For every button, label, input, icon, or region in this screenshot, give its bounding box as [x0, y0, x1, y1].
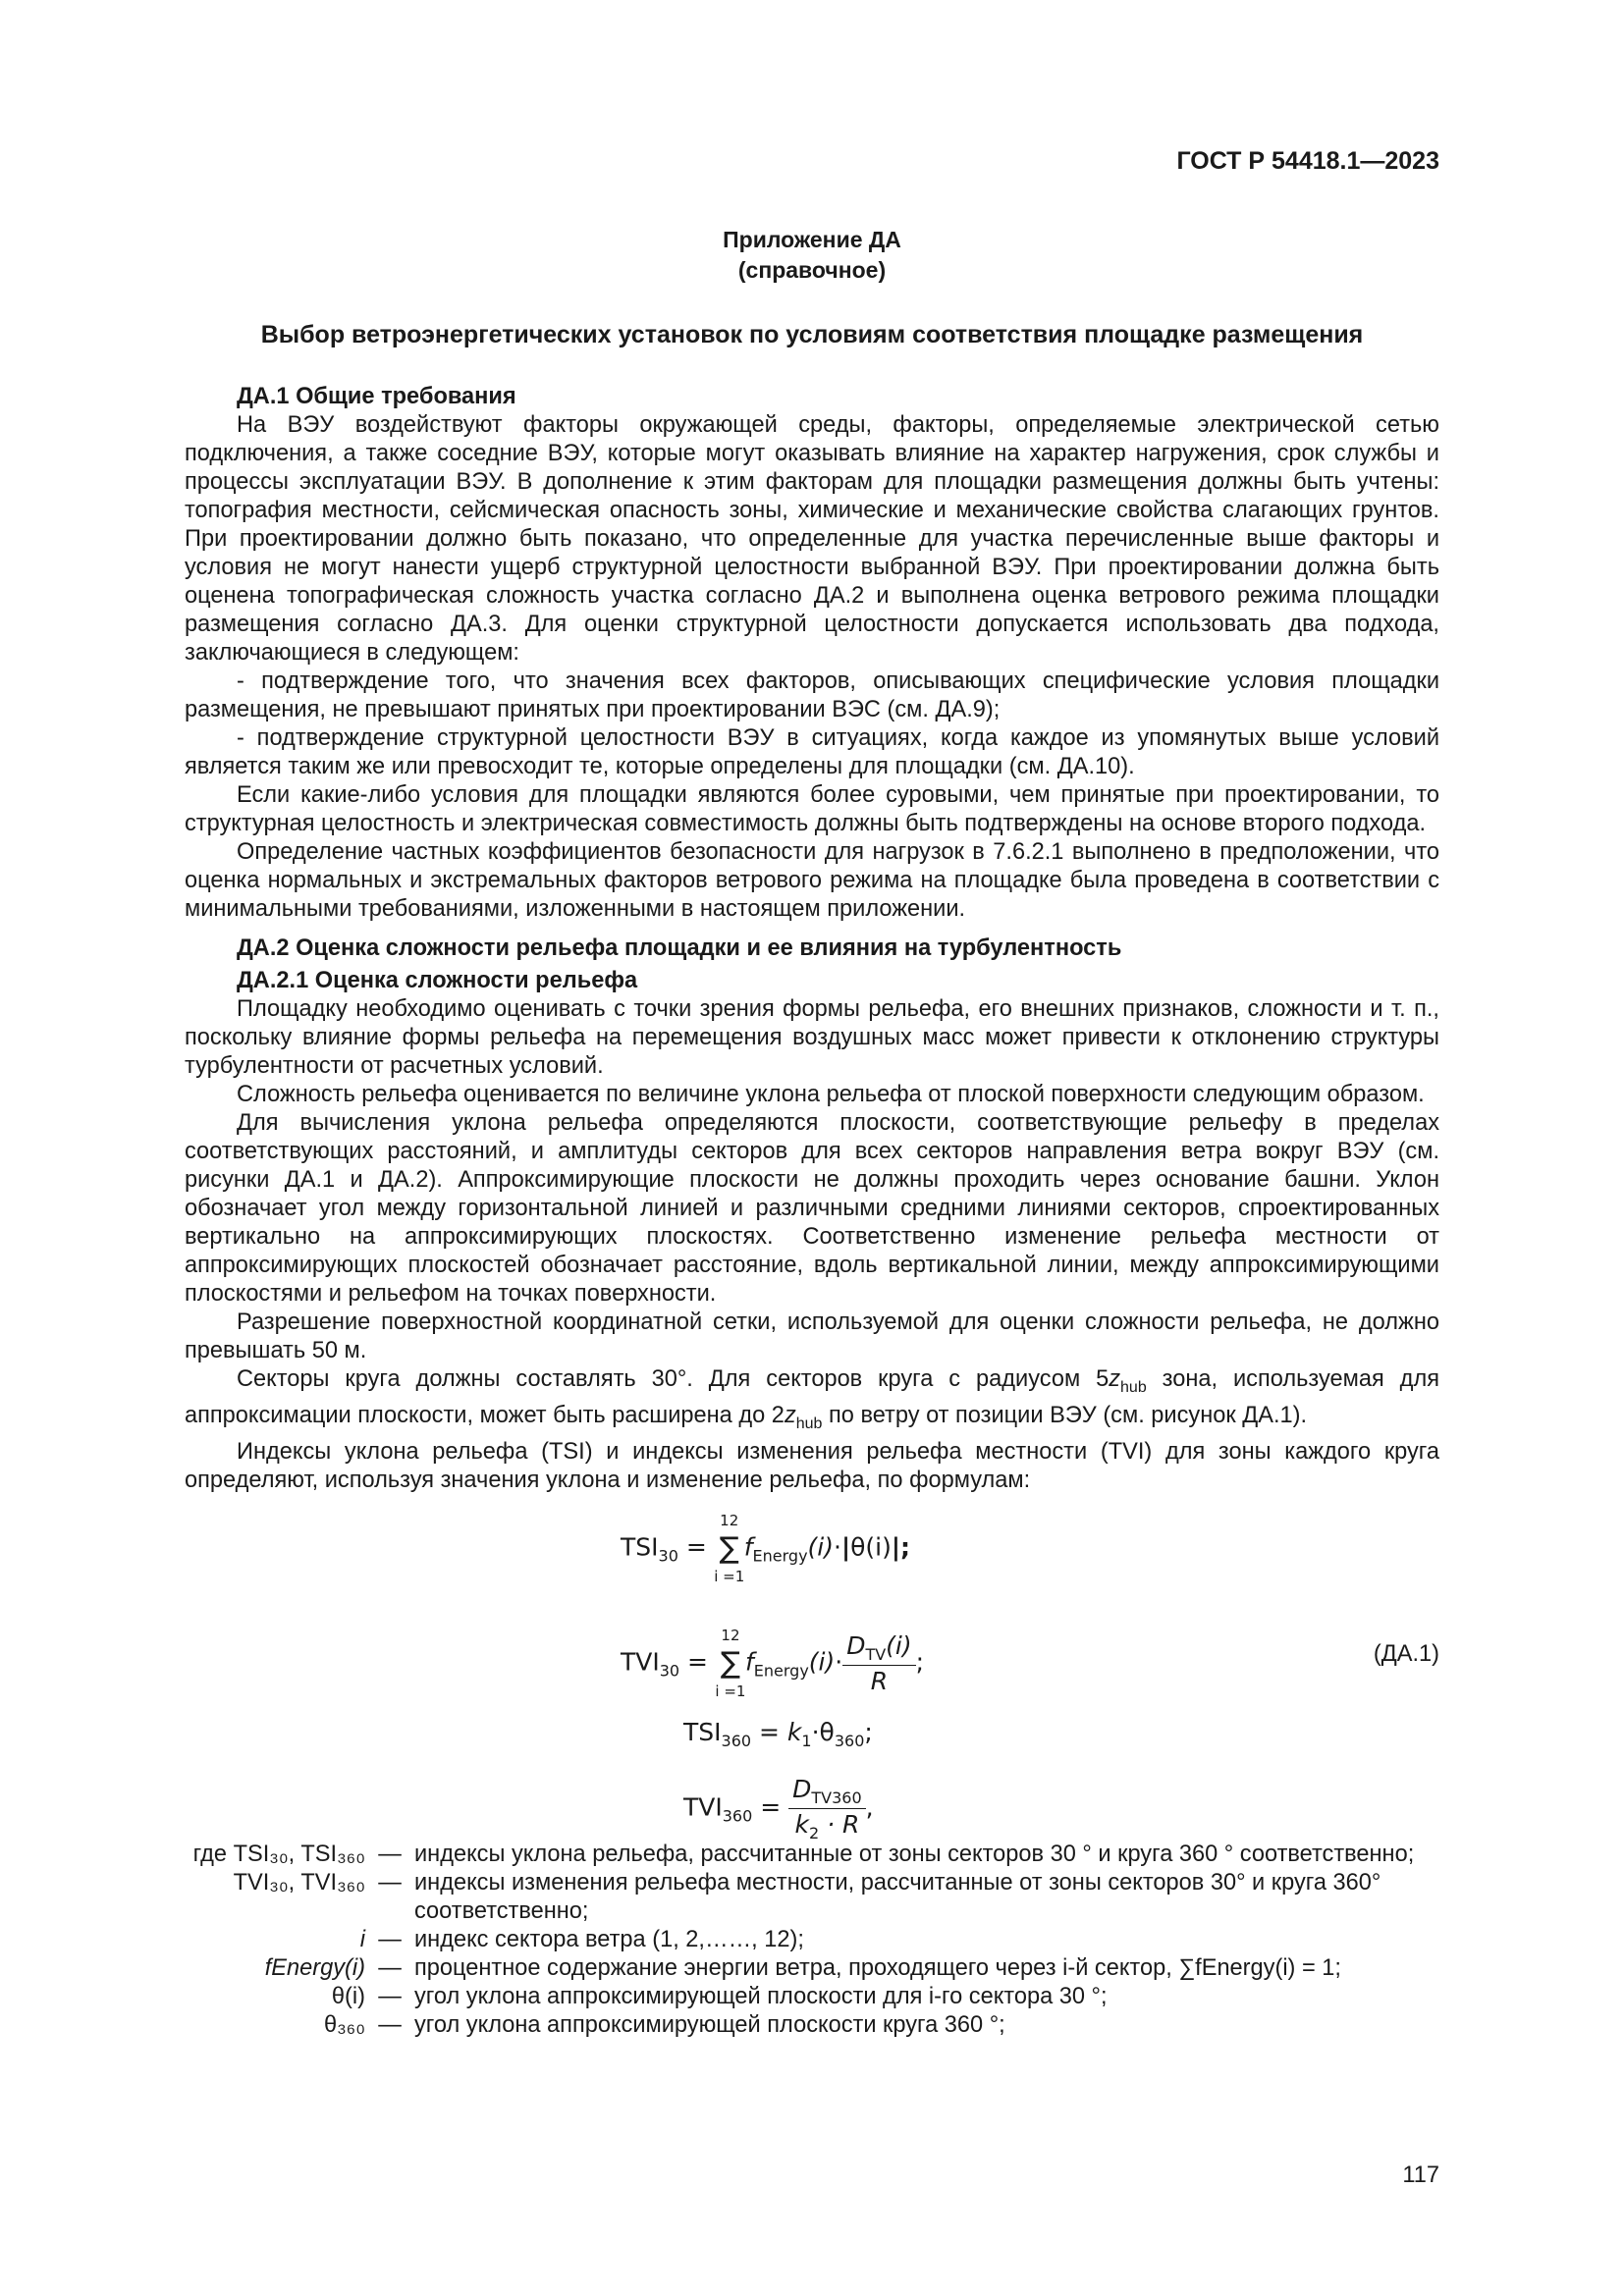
formula-tsi360: $TSI_{360} = k_1\cdot\theta_{360}$; — [683, 1718, 873, 1750]
paragraph: - подтверждение того, что значения всех факторов, описывающих специфические условия площадки размещения, не превышают принятых при проектировании ВЭС (см. ДА.9); — [185, 668, 1439, 722]
paragraph: Если какие-либо условия для площадки являются более суровыми, чем принятые при проектировании, то структурная целостность и электрическая совместимость должны быть подтверждены на основе второго подхода. — [185, 782, 1439, 836]
paragraph: Секторы круга должны составлять 30°. Для секторов круга с радиусом $5z_{hub}$ зона, используемая для аппроксимации плоскости, может быть расширена до $2z_{hub}$ по ветру от позиции ВЭУ (см. рисунок ДА.1). — [185, 1366, 1439, 1432]
equation-label: (ДА.1) — [1373, 1641, 1439, 1667]
definition-row: θ₃₆₀ — угол уклона аппроксимирующей плоскости круга 360 °; — [323, 2012, 1005, 2038]
page-number: 117 — [1402, 2163, 1439, 2188]
section-heading: ДА.2 Оценка сложности рельефа площадки и ее влияния на турбулентность — [237, 935, 1122, 961]
formula-tvi360: $TVI_{360}$ = $\frac{D_{TV360}}{k_2 \cdot R}$ , — [683, 1775, 874, 1842]
sum-symbol: 12 ∑ i =1 — [714, 1512, 745, 1585]
formula-tvi30: $TVI_{30}$ = 12 ∑ i =1 $f_{Energy}(i)\cdot$ $\frac{D_{TV}(i)}{R}$ ; — [621, 1627, 925, 1700]
paragraph: - подтверждение структурной целостности ВЭУ в ситуациях, когда каждое из упомянутых выше условий является таким же или превосходит те, которые определены для площадки (см. ДА.10). — [185, 725, 1439, 779]
annex-kind: (справочное) — [737, 257, 887, 283]
definition-row: fEnergy(i) — процентное содержание энергии ветра, проходящего через i-й сектор, ∑fEnergy(i) = 1; — [264, 1955, 1341, 1981]
annex-title: Приложение ДА — [723, 227, 901, 252]
definitions-list — [118, 1841, 1439, 2040]
paragraph: Определение частных коэффициентов безопасности для нагрузок в 7.6.2.1 выполнено в предположении, что оценка нормальных и экстремальных факторов ветрового режима на площадке была проведена в соответствии с минимальными требованиями, изложенными в настоящем приложении. — [185, 839, 1439, 922]
paragraph: Для вычисления уклона рельефа определяются плоскости, соответствующие рельефу в пределах соответствующих расстояний, и амплитуды секторов для всех секторов направления ветра вокруг ВЭУ (см. рисунки ДА.1 и ДА.2). Аппроксимирующие плоскости не должны проходить через основание башни. Уклон обозначает угол между горизонтальной линией и различными средними линиями секторов, спроектированных вертикально на аппроксимирующих плоскостях. Соответственно изменение рельефа местности от аппроксимирующих плоскостей обозначает расстояние, вдоль вертикальной линии, между аппроксимирующими плоскостями и рельефом на точках поверхности. — [185, 1110, 1439, 1307]
section-heading: ДА.1 Общие требования — [237, 384, 516, 409]
fraction: $\frac{D_{TV}(i)}{R}$ — [842, 1631, 915, 1695]
formula-tsi30: $TSI_{30}$ = 12 ∑ i =1 $f_{Energy}(i)\cdot|\theta(i)|$; — [621, 1512, 910, 1585]
section-da1 — [185, 383, 1439, 924]
paragraph: Площадку необходимо оценивать с точки зрения формы рельефа, его внешних признаков, сложности и т. п., поскольку влияние формы рельефа на перемещения воздушных масс может привести к отклонению структуры турбулентности от расчетных условий. — [185, 996, 1439, 1079]
sum-symbol: 12 ∑ i =1 — [715, 1627, 746, 1700]
definition-row: TVI₃₀, TVI₃₆₀ — индексы изменения рельефа местности, рассчитанные от зоны секторов 30° и круга 360° соответственно; — [233, 1870, 1381, 1924]
definition-row: i — индекс сектора ветра (1, 2,……, 12); — [359, 1927, 804, 1952]
paragraph: Разрешение поверхностной координатной сетки, используемой для оценки сложности рельефа, не должно превышать 50 м. — [185, 1309, 1439, 1363]
annex-heading: Выбор ветроэнергетических установок по условиям соответствия площадке размещения — [260, 321, 1364, 348]
paragraph: На ВЭУ воздействуют факторы окружающей среды, факторы, определяемые электрической сетью подключения, а также соседние ВЭУ, которые могут оказывать влияние на характер нагружения, срок службы и процессы эксплуатации ВЭУ. В дополнение к этим факторам для площадки размещения должны быть учтены: топография местности, сейсмическая опасность зоны, химические и механические свойства слагающих грунтов. При проектировании должно быть показано, что определенные для участка перечисленные выше факторы и условия не могут нанести ущерб структурной целостности выбранной ВЭУ. При проектировании должна быть оценена топографическая сложность участка согласно ДА.2 и выполнена оценка ветрового режима площадки размещения согласно ДА.3. Для оценки структурной целостности допускается использовать два подхода, заключающиеся в следующем: — [185, 412, 1439, 666]
subsection-heading: ДА.2.1 Оценка сложности рельефа — [237, 968, 638, 993]
paragraph: Индексы уклона рельефа (TSI) и индексы изменения рельефа местности (TVI) для зоны каждого круга определяют, используя значения уклона и изменение рельефа, по формулам: — [185, 1439, 1439, 1493]
paragraph: Сложность рельефа оценивается по величине уклона рельефа от плоской поверхности следующим образом. — [237, 1082, 1425, 1107]
section-da2 — [185, 934, 1439, 1495]
standard-number: ГОСТ Р 54418.1—2023 — [1176, 147, 1439, 175]
fraction: $\frac{D_{TV360}}{k_2 \cdot R}$ — [788, 1775, 866, 1842]
definition-row: где TSI₃₀, TSI₃₆₀ — индексы уклона рельефа, рассчитанные от зоны секторов 30 ° и круга 360 ° соответственно; — [192, 1842, 1415, 1867]
definition-row: θ(i) — угол уклона аппроксимирующей плоскости для i-го сектора 30 °; — [331, 1984, 1108, 2009]
